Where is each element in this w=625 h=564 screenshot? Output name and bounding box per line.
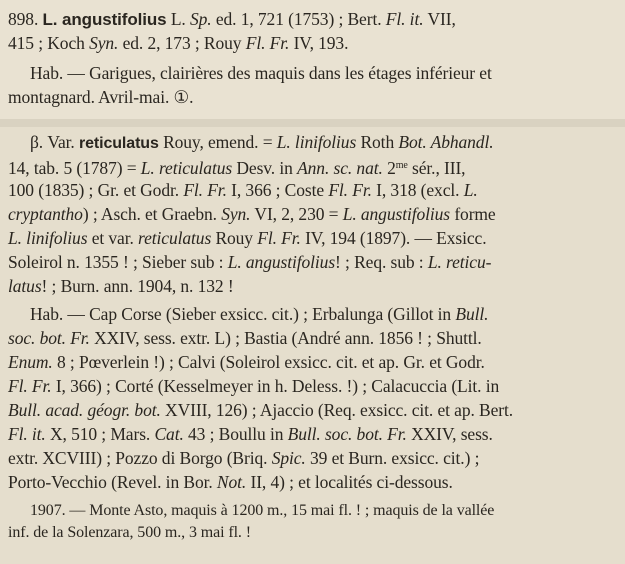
text: XVIII, 126) ; Ajaccio (Req. exsicc. cit. et ap. Bert. <box>165 400 514 420</box>
entry-line-2 <box>8 32 348 54</box>
variety-name: reticulatus <box>78 135 159 152</box>
text: Cat. <box>154 424 184 444</box>
text: I, 366) ; Corté (Kesselmeyer in h. Deless. !) ; Calacuccia (Lit. in <box>55 376 500 396</box>
entry-line-1 <box>8 8 456 31</box>
distribution-line-3 <box>8 351 485 373</box>
text: L. <box>170 9 186 29</box>
text: L. reticu- <box>427 252 492 272</box>
text: me <box>395 160 408 171</box>
text: Hab. — Cap Corse (Sieber exsicc. cit.) ; Erbalunga (Gillot in <box>30 304 452 324</box>
text: sér., III, <box>412 158 466 178</box>
text: Fl. it. <box>8 424 46 444</box>
observation-line-1: 1907. — Monte Asto, maquis à 1200 m., 15 mai fl. ! ; maquis de la vallée <box>30 502 495 519</box>
text: L. angustifolius <box>227 252 336 272</box>
text: Roth <box>360 132 395 152</box>
text: Ann. sc. nat. <box>297 158 383 178</box>
text: Fl. Fr. <box>183 180 227 200</box>
text: forme <box>454 204 496 224</box>
text: VII, <box>427 9 456 29</box>
text: Syn. <box>89 33 119 53</box>
variety-line-2 <box>8 155 465 179</box>
text: X, 510 ; Mars. <box>49 424 151 444</box>
variety-line-7 <box>8 275 234 297</box>
text: Sp. <box>189 9 212 29</box>
text: Enum. <box>8 352 53 372</box>
text: 39 et Burn. exsicc. cit.) ; <box>310 448 480 468</box>
text: II, 4) ; et localités ci-dessous. <box>250 472 453 492</box>
text: Fl. Fr. <box>8 376 52 396</box>
variety-line-6 <box>8 251 491 273</box>
distribution-line-5 <box>8 399 513 421</box>
text: ed. 1, 721 (1753) ; Bert. <box>215 9 382 29</box>
text: Fl. Fr. <box>245 33 290 53</box>
text: soc. bot. Fr. <box>8 328 90 348</box>
distribution-line-1 <box>30 303 488 325</box>
text: Soleirol n. 1355 ! ; Sieber sub : <box>8 252 224 272</box>
entry-number: 898. <box>8 9 39 29</box>
text: 100 (1835) ; Gr. et Godr. <box>8 180 180 200</box>
text: Porto-Vecchio (Revel. in Bor. <box>8 472 213 492</box>
text: ) ; Asch. et Graebn. <box>82 204 217 224</box>
text: Fl. it. <box>385 9 424 29</box>
text: Spic. <box>271 448 306 468</box>
text: extr. XCVIII) ; Pozzo di Borgo (Briq. <box>8 448 268 468</box>
text: 415 ; Koch <box>8 33 85 53</box>
text: VI, 2, 230 = <box>254 204 339 224</box>
text: ! ; Req. sub : <box>335 252 424 272</box>
block-separator <box>0 119 625 127</box>
habitat-line-1: Hab. — Garigues, clairières des maquis dans les étages inférieur et <box>30 63 492 83</box>
text: β. Var. <box>30 132 75 152</box>
text: 8 ; Pœverlein !) ; Calvi (Soleirol exsicc. cit. et ap. Gr. et Godr. <box>56 352 485 372</box>
text: L. linifolius <box>8 228 88 248</box>
text: L. angustifolius <box>342 204 451 224</box>
text: XXIV, sess. extr. L) ; Bastia (André ann. 1856 ! ; Shuttl. <box>94 328 482 348</box>
variety-entry-block <box>0 127 625 564</box>
variety-line-1 <box>30 131 494 155</box>
text: Fl. Fr. <box>257 228 301 248</box>
text: Rouy, emend. = <box>163 132 273 152</box>
text: 14, tab. 5 (1787) = <box>8 158 137 178</box>
text: Desv. in <box>236 158 293 178</box>
distribution-line-7 <box>8 447 479 469</box>
distribution-line-6 <box>8 423 493 445</box>
text: L. <box>463 180 478 200</box>
text: Rouy <box>215 228 253 248</box>
text: cryptantho <box>8 204 83 224</box>
text: ed. 2, 173 ; Rouy <box>122 33 242 53</box>
text: Fl. Fr. <box>328 180 372 200</box>
text: L. linifolius <box>276 132 357 152</box>
text: Bull. soc. bot. Fr. <box>287 424 407 444</box>
text: Syn. <box>221 204 251 224</box>
text: L. reticulatus <box>140 158 233 178</box>
text: I, 366 ; Coste <box>231 180 325 200</box>
text: ! ; Burn. ann. 1904, n. 132 ! <box>41 276 234 296</box>
text: Bull. <box>455 304 489 324</box>
text: IV, 193. <box>293 33 349 53</box>
text: latus <box>8 276 42 296</box>
text: I, 318 (excl. <box>376 180 460 200</box>
habitat-line-2: montagnard. Avril-mai. ①. <box>8 87 194 107</box>
variety-line-5 <box>8 227 486 249</box>
distribution-line-4 <box>8 375 499 397</box>
text: Not. <box>216 472 247 492</box>
text: 43 ; Boullu in <box>188 424 284 444</box>
distribution-line-2 <box>8 327 482 349</box>
text: Bull. acad. géogr. bot. <box>8 400 161 420</box>
observation-line-2: inf. de la Solenzara, 500 m., 3 mai fl. ! <box>8 524 251 541</box>
text: 2 <box>387 158 396 178</box>
species-name: L. angustifolius <box>42 10 167 29</box>
species-entry-block <box>0 0 625 119</box>
distribution-line-8 <box>8 471 453 493</box>
text: reticulatus <box>138 228 212 248</box>
text: Bot. Abhandl. <box>398 132 494 152</box>
variety-line-3 <box>8 179 478 201</box>
text: et var. <box>91 228 134 248</box>
text: XXIV, sess. <box>411 424 493 444</box>
variety-line-4 <box>8 203 496 225</box>
text: IV, 194 (1897). — Exsicc. <box>305 228 487 248</box>
